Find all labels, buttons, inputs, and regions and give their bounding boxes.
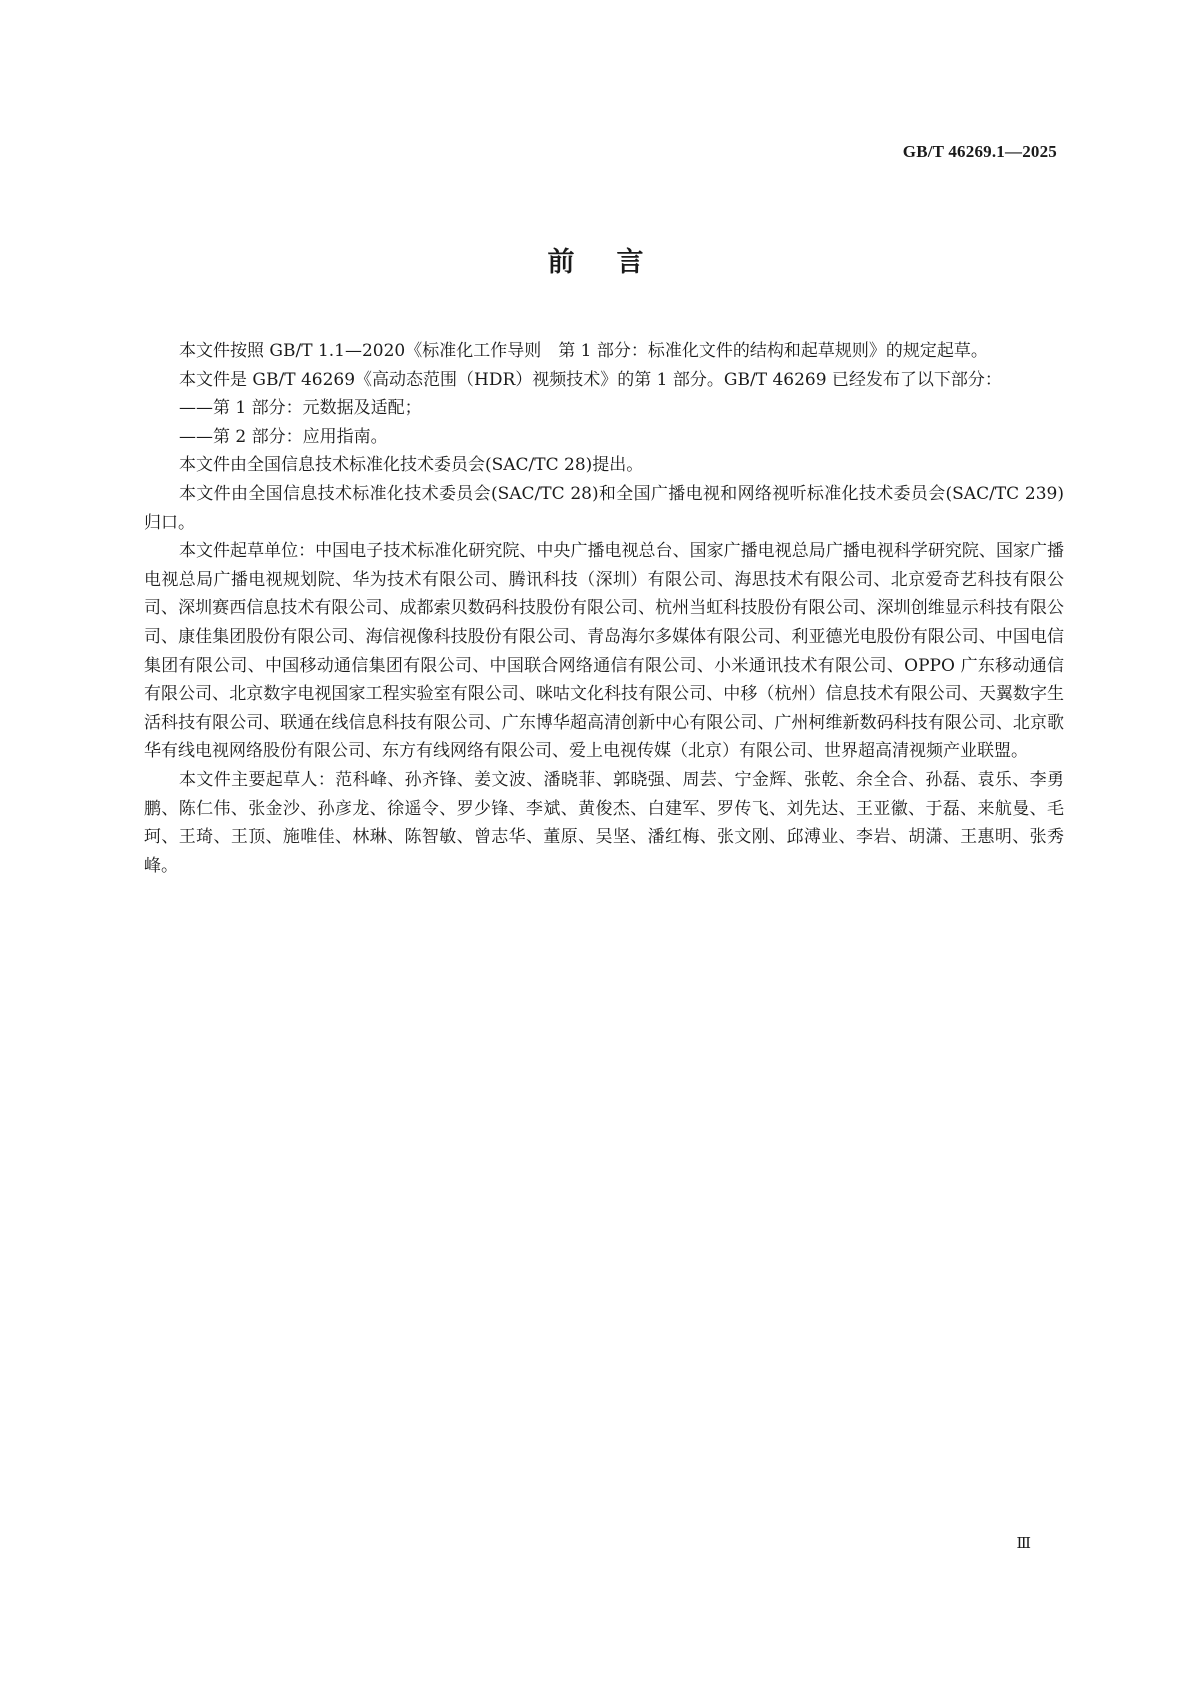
paragraph-proposed-by: 本文件由全国信息技术标准化技术委员会(SAC/TC 28)提出。: [179, 455, 644, 476]
paragraph-document-parts: 本文件是 GB/T 46269《高动态范围（HDR）视频技术》的第 1 部分。GB/T 46269 已经发布了以下部分：: [179, 369, 1002, 390]
paragraph-managed-by: 本文件由全国信息技术标准化技术委员会(SAC/TC 28)和全国广播电视和网络视听标准化技术委员会(SAC/TC 239)归口。: [144, 483, 1064, 533]
list-item-part-2: ——第 2 部分：应用指南。: [179, 426, 388, 447]
standard-number: GB/T 46269.1—2025: [902, 142, 1057, 161]
page-number: Ⅲ: [1016, 1536, 1031, 1552]
list-item-part-1: ——第 1 部分：元数据及适配；: [179, 398, 422, 419]
foreword-body: [144, 337, 1064, 880]
paragraph-drafting-rules: 本文件按照 GB/T 1.1—2020《标准化工作导则 第 1 部分：标准化文件的结构和起草规则》的规定起草。: [179, 341, 988, 361]
paragraph-drafting-units: 本文件起草单位：中国电子技术标准化研究院、中央广播电视总台、国家广播电视总局广播电视科学研究院、国家广播电视总局广播电视规划院、华为技术有限公司、腾讯科技（深圳）有限公司、海思技术有限公司、北京爱奇艺科技有限公司、深圳赛西信息技术有限公司、成都索贝数码科技股份有限公司、杭州当虹科技股份有限公司、深圳创维显示科技有限公司、康佳集团股份有限公司、海信视像科技股份有限公司、青岛海尔多媒体有限公司、利亚德光电股份有限公司、中国电信集团有限公司、中国移动通信集团有限公司、中国联合网络通信有限公司、小米通讯技术有限公司、OPPO 广东移动通信有限公司、北京数字电视国家工程实验室有限公司、咪咕文化科技有限公司、中移（杭州）信息技术有限公司、天翼数字生活科技有限公司、联通在线信息科技有限公司、广东博华超高清创新中心有限公司、广州柯维新数码科技有限公司、北京歌华有线电视网络股份有限公司、东方有线网络有限公司、爱上电视传媒（北京）有限公司、世界超高清视频产业联盟。: [144, 541, 1064, 762]
page-title: 前言: [547, 247, 686, 278]
paragraph-main-drafters: 本文件主要起草人：范科峰、孙齐锋、姜文波、潘晓菲、郭晓强、周芸、宁金辉、张乾、余全合、孙磊、袁乐、李勇鹏、陈仁伟、张金沙、孙彦龙、徐遥令、罗少锋、李斌、黄俊杰、白建军、罗传飞、刘先达、王亚徽、于磊、来航曼、毛珂、王琦、王顶、施唯佳、林琳、陈智敏、曾志华、董原、吴坚、潘红梅、张文刚、邱溥业、李岩、胡潇、王惠明、张秀峰。: [144, 769, 1064, 876]
